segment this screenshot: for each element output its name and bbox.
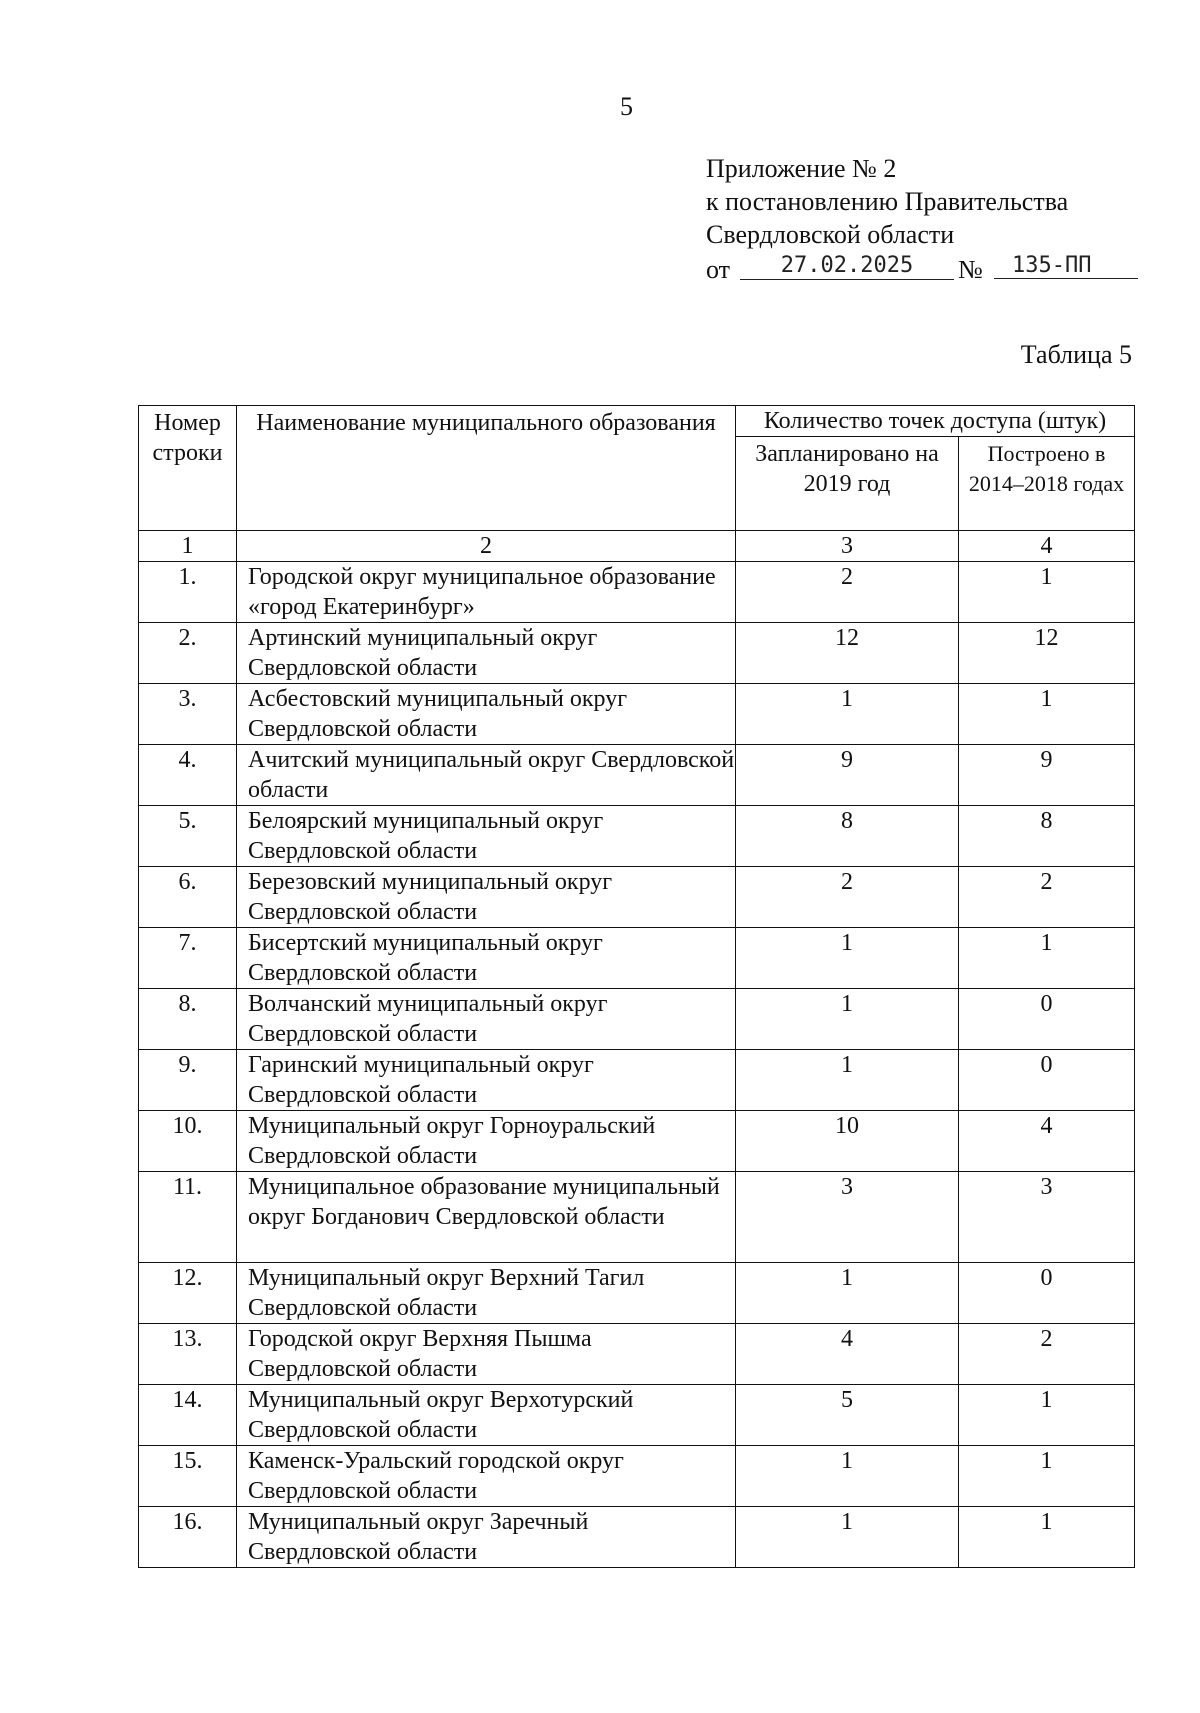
decree-date: 27.02.2025 — [740, 249, 954, 280]
row-number-cell: 10. — [139, 1111, 237, 1172]
table-row — [139, 989, 1135, 1050]
row-number-cell: 6. — [139, 867, 237, 928]
planned-count-cell: 1 — [736, 1050, 959, 1111]
municipality-name-cell: Каменск-Уральский городской округ Свердловской области — [237, 1446, 736, 1507]
municipality-name-cell: Муниципальное образование муниципальный округ Богданович Свердловской области — [237, 1172, 736, 1263]
table-row — [139, 1172, 1135, 1263]
built-count-cell: 1 — [959, 1507, 1135, 1568]
table-row — [139, 1446, 1135, 1507]
table-row — [139, 1263, 1135, 1324]
header-access-points: Количество точек доступа (штук) — [736, 406, 1135, 437]
row-number-cell: 8. — [139, 989, 237, 1050]
planned-count-cell: 10 — [736, 1111, 959, 1172]
data-table — [138, 530, 1135, 1568]
table-row — [139, 806, 1135, 867]
number-sign: № — [958, 255, 983, 284]
appendix-region: Свердловской области — [706, 220, 955, 249]
row-number-cell: 5. — [139, 806, 237, 867]
built-count-cell: 1 — [959, 928, 1135, 989]
built-count-cell: 4 — [959, 1111, 1135, 1172]
row-number-cell: 9. — [139, 1050, 237, 1111]
municipality-name-cell: Муниципальный округ Верхний Тагил Свердловской области — [237, 1263, 736, 1324]
municipality-name-cell: Бисертский муниципальный округ Свердловской области — [237, 928, 736, 989]
table-row — [139, 1324, 1135, 1385]
table-row — [139, 1111, 1135, 1172]
row-number-cell: 11. — [139, 1172, 237, 1263]
municipality-name-cell: Артинский муниципальный округ Свердловской области — [237, 623, 736, 684]
table-row — [139, 1507, 1135, 1568]
planned-count-cell: 2 — [736, 562, 959, 623]
planned-count-cell: 1 — [736, 989, 959, 1050]
planned-count-cell: 9 — [736, 745, 959, 806]
table-row — [139, 562, 1135, 623]
built-count-cell: 1 — [959, 562, 1135, 623]
table-row — [139, 1050, 1135, 1111]
municipality-name-cell: Волчанский муниципальный округ Свердловской области — [237, 989, 736, 1050]
built-count-cell: 1 — [959, 684, 1135, 745]
planned-count-cell: 5 — [736, 1385, 959, 1446]
municipality-name-cell: Городской округ Верхняя Пышма Свердловской области — [237, 1324, 736, 1385]
built-count-cell: 1 — [959, 1385, 1135, 1446]
row-number-cell: 2. — [139, 623, 237, 684]
planned-count-cell: 1 — [736, 1446, 959, 1507]
appendix-decree: к постановлению Правительства — [706, 187, 1069, 216]
table-row — [139, 623, 1135, 684]
header-planned: Запланировано на 2019 год — [736, 437, 959, 531]
planned-count-cell: 3 — [736, 1172, 959, 1263]
built-count-cell: 1 — [959, 1446, 1135, 1507]
row-number-cell: 16. — [139, 1507, 237, 1568]
column-index-cell: 4 — [959, 531, 1135, 562]
column-index-cell: 3 — [736, 531, 959, 562]
municipality-name-cell: Муниципальный округ Заречный Свердловской области — [237, 1507, 736, 1568]
row-number-cell: 12. — [139, 1263, 237, 1324]
row-number-cell: 15. — [139, 1446, 237, 1507]
planned-count-cell: 1 — [736, 1263, 959, 1324]
header-built: Построено в 2014–2018 годах — [959, 437, 1135, 531]
built-count-cell: 2 — [959, 1324, 1135, 1385]
municipality-name-cell: Ачитский муниципальный округ Свердловской области — [237, 745, 736, 806]
planned-count-cell: 1 — [736, 1507, 959, 1568]
planned-count-cell: 1 — [736, 928, 959, 989]
built-count-cell: 2 — [959, 867, 1135, 928]
header-row-number: Номер строки — [139, 406, 237, 531]
municipality-name-cell: Березовский муниципальный округ Свердловской области — [237, 867, 736, 928]
table-row — [139, 745, 1135, 806]
built-count-cell: 9 — [959, 745, 1135, 806]
planned-count-cell: 4 — [736, 1324, 959, 1385]
planned-count-cell: 8 — [736, 806, 959, 867]
table-row — [139, 1385, 1135, 1446]
row-number-cell: 3. — [139, 684, 237, 745]
table-row — [139, 867, 1135, 928]
decree-number: 135-ПП — [994, 249, 1138, 279]
built-count-cell: 8 — [959, 806, 1135, 867]
planned-count-cell: 2 — [736, 867, 959, 928]
row-number-cell: 13. — [139, 1324, 237, 1385]
column-index-cell: 2 — [237, 531, 736, 562]
planned-count-cell: 1 — [736, 684, 959, 745]
column-index-row — [139, 531, 1135, 562]
built-count-cell: 0 — [959, 1263, 1135, 1324]
header-name: Наименование муниципального образования — [237, 406, 736, 531]
table-header — [138, 405, 1135, 531]
row-number-cell: 1. — [139, 562, 237, 623]
row-number-cell: 4. — [139, 745, 237, 806]
table-row — [139, 928, 1135, 989]
municipality-name-cell: Муниципальный округ Верхотурский Свердловской области — [237, 1385, 736, 1446]
municipality-name-cell: Асбестовский муниципальный округ Свердловской области — [237, 684, 736, 745]
built-count-cell: 3 — [959, 1172, 1135, 1263]
date-prefix: от — [706, 255, 731, 284]
built-count-cell: 12 — [959, 623, 1135, 684]
municipality-name-cell: Муниципальный округ Горноуральский Свердловской области — [237, 1111, 736, 1172]
page-number: 5 — [620, 92, 633, 121]
appendix-block — [706, 152, 1146, 287]
built-count-cell: 0 — [959, 989, 1135, 1050]
built-count-cell: 0 — [959, 1050, 1135, 1111]
row-number-cell: 14. — [139, 1385, 237, 1446]
decree-date-line — [706, 251, 1146, 287]
municipality-name-cell: Городской округ муниципальное образование «город Екатеринбург» — [237, 562, 736, 623]
table-title: Таблица 5 — [1020, 340, 1132, 369]
appendix-title: Приложение № 2 — [706, 154, 897, 183]
column-index-cell: 1 — [139, 531, 237, 562]
municipality-name-cell: Белоярский муниципальный округ Свердловской области — [237, 806, 736, 867]
municipality-name-cell: Гаринский муниципальный округ Свердловской области — [237, 1050, 736, 1111]
table-row — [139, 684, 1135, 745]
row-number-cell: 7. — [139, 928, 237, 989]
planned-count-cell: 12 — [736, 623, 959, 684]
